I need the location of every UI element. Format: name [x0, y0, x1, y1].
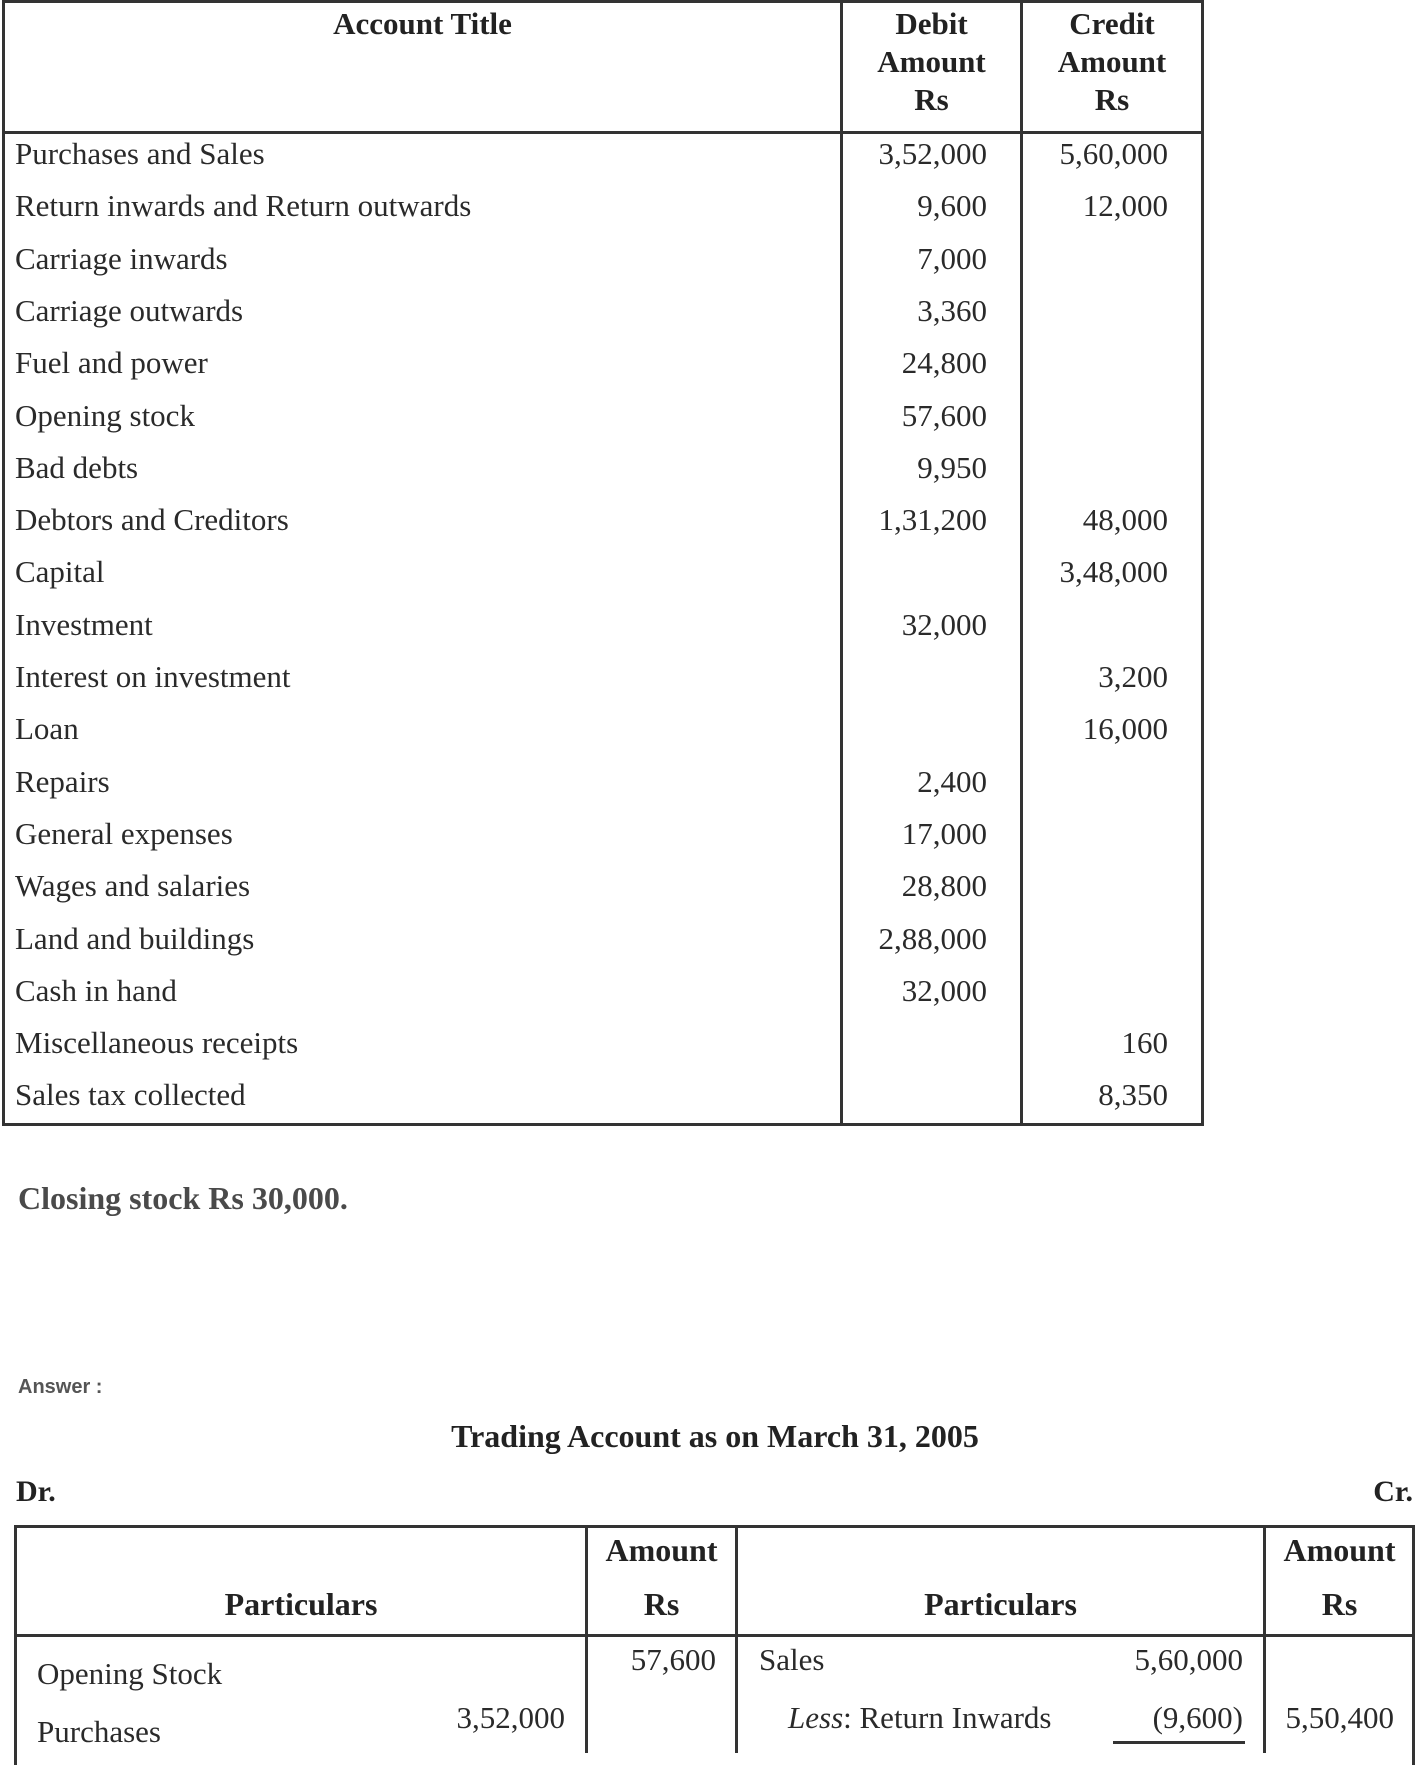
debit-amount-cell: 9,950 [917, 449, 987, 485]
account-title-cell: Carriage inwards [15, 240, 228, 276]
account-title-cell: General expenses [15, 815, 233, 851]
cr-label: Cr. [1373, 1475, 1413, 1508]
account-title-cell: Sales tax collected [15, 1077, 246, 1113]
purchases-label: Purchases [37, 1714, 161, 1749]
debit-amount-cell: 2,400 [917, 763, 987, 799]
debit-amount-cell: 32,000 [901, 606, 987, 642]
account-title-cell: Repairs [15, 763, 110, 799]
account-title-cell: Miscellaneous receipts [15, 1025, 299, 1061]
table-row [0, 965, 1202, 1017]
account-title-cell: Opening stock [15, 397, 195, 433]
debit-amount-cell: 28,800 [901, 868, 987, 904]
table-row [0, 180, 1202, 232]
account-title-cell: Return inwards and Return outwards [15, 188, 472, 224]
credit-amount-cell: 12,000 [1082, 188, 1168, 224]
dr-label: Dr. [16, 1475, 56, 1508]
table-row [0, 337, 1202, 389]
account-title-cell: Interest on investment [15, 659, 291, 694]
account-title-cell: Capital [15, 554, 105, 590]
table-row [0, 756, 1202, 808]
answer-label: Answer : [18, 1376, 103, 1398]
debit-amount-cell: 24,800 [901, 345, 987, 381]
credit-amount-cell: 3,200 [1098, 659, 1168, 694]
table-row [0, 233, 1202, 285]
account-title-cell: Debtors and Creditors [15, 502, 289, 538]
less-word: Less [788, 1700, 844, 1735]
less-return-inwards-label [788, 1698, 1051, 1738]
tb-header-account-title: Account Title [333, 6, 512, 41]
debit-amount-cell: 1,31,200 [878, 502, 987, 538]
table-row [0, 285, 1202, 337]
credit-amount-cell: 48,000 [1082, 502, 1168, 538]
ta-header-amount-left [588, 1530, 735, 1624]
table-row [0, 860, 1202, 912]
table-row [0, 913, 1202, 965]
table-row [0, 599, 1202, 651]
table-row [0, 128, 1202, 180]
account-title-cell: Investment [15, 606, 153, 642]
tb-header-debit [843, 5, 1020, 119]
ta-header-amount-left-line1: Amount [605, 1532, 718, 1568]
ta-header-amount-right [1266, 1530, 1413, 1624]
ta-header-amount-left-line2: Rs [643, 1586, 680, 1622]
tb-header-debit-line3: Rs [914, 82, 949, 117]
account-title-cell: Fuel and power [15, 345, 208, 381]
table-row [0, 808, 1202, 860]
return-inwards-underline [1113, 1741, 1245, 1744]
sales-label: Sales [759, 1642, 825, 1677]
account-title-cell: Wages and salaries [15, 868, 251, 904]
account-title-cell: Bad debts [15, 449, 139, 485]
account-title-cell: Land and buildings [15, 920, 255, 956]
debit-amount-cell: 3,52,000 [878, 136, 987, 171]
debit-amount-cell: 7,000 [917, 240, 987, 276]
debit-amount-cell: 3,360 [917, 292, 987, 328]
ta-header-particulars-left: Particulars [224, 1586, 378, 1622]
credit-amount-cell: 3,48,000 [1059, 554, 1168, 590]
table-row [0, 703, 1202, 755]
debit-amount-cell: 17,000 [901, 815, 987, 851]
table-row [0, 1069, 1202, 1121]
ta-header-rule [14, 1634, 1415, 1637]
tb-header-credit-line2: Amount [1057, 44, 1167, 79]
trading-account-title: Trading Account as on March 31, 2005 [451, 1418, 979, 1454]
table-row [0, 390, 1202, 442]
account-title-cell: Purchases and Sales [15, 136, 265, 171]
credit-amount-cell: 16,000 [1082, 711, 1168, 747]
opening-stock-amount: 57,600 [630, 1642, 716, 1677]
closing-stock-note: Closing stock Rs 30,000. [18, 1180, 348, 1216]
table-row [0, 494, 1202, 546]
tb-header-credit [1023, 5, 1201, 119]
less-rest: : Return Inwards [843, 1700, 1052, 1735]
tb-header-debit-line2: Amount [877, 44, 986, 79]
return-inwards-inner-amount: (9,600) [1152, 1700, 1243, 1735]
debit-amount-cell: 32,000 [901, 972, 987, 1008]
account-title-cell: Loan [15, 711, 79, 747]
debit-amount-cell: 57,600 [901, 397, 987, 433]
account-title-cell: Carriage outwards [15, 292, 244, 328]
tb-header-debit-line1: Debit [895, 6, 968, 41]
tb-header-credit-line3: Rs [1094, 82, 1130, 117]
ta-header-particulars-right: Particulars [924, 1586, 1077, 1622]
purchases-inner-amount: 3,52,000 [456, 1700, 565, 1735]
opening-stock-label: Opening Stock [37, 1656, 223, 1691]
credit-amount-cell: 5,60,000 [1059, 136, 1168, 171]
table-row [0, 1017, 1202, 1069]
credit-amount-cell: 160 [1121, 1025, 1168, 1061]
debit-amount-cell: 9,600 [917, 188, 987, 224]
tb-header-credit-line1: Credit [1069, 6, 1155, 41]
net-sales-amount: 5,50,400 [1285, 1700, 1394, 1735]
account-title-cell: Cash in hand [15, 972, 177, 1008]
debit-amount-cell: 2,88,000 [878, 920, 987, 956]
table-row [0, 442, 1202, 494]
credit-amount-cell: 8,350 [1098, 1077, 1168, 1113]
ta-header-amount-right-line2: Rs [1321, 1586, 1358, 1622]
ta-divider-2 [735, 1525, 738, 1753]
table-row [0, 651, 1202, 703]
table-row [0, 546, 1202, 598]
ta-header-amount-right-line1: Amount [1283, 1532, 1396, 1568]
sales-inner-amount: 5,60,000 [1134, 1642, 1243, 1677]
